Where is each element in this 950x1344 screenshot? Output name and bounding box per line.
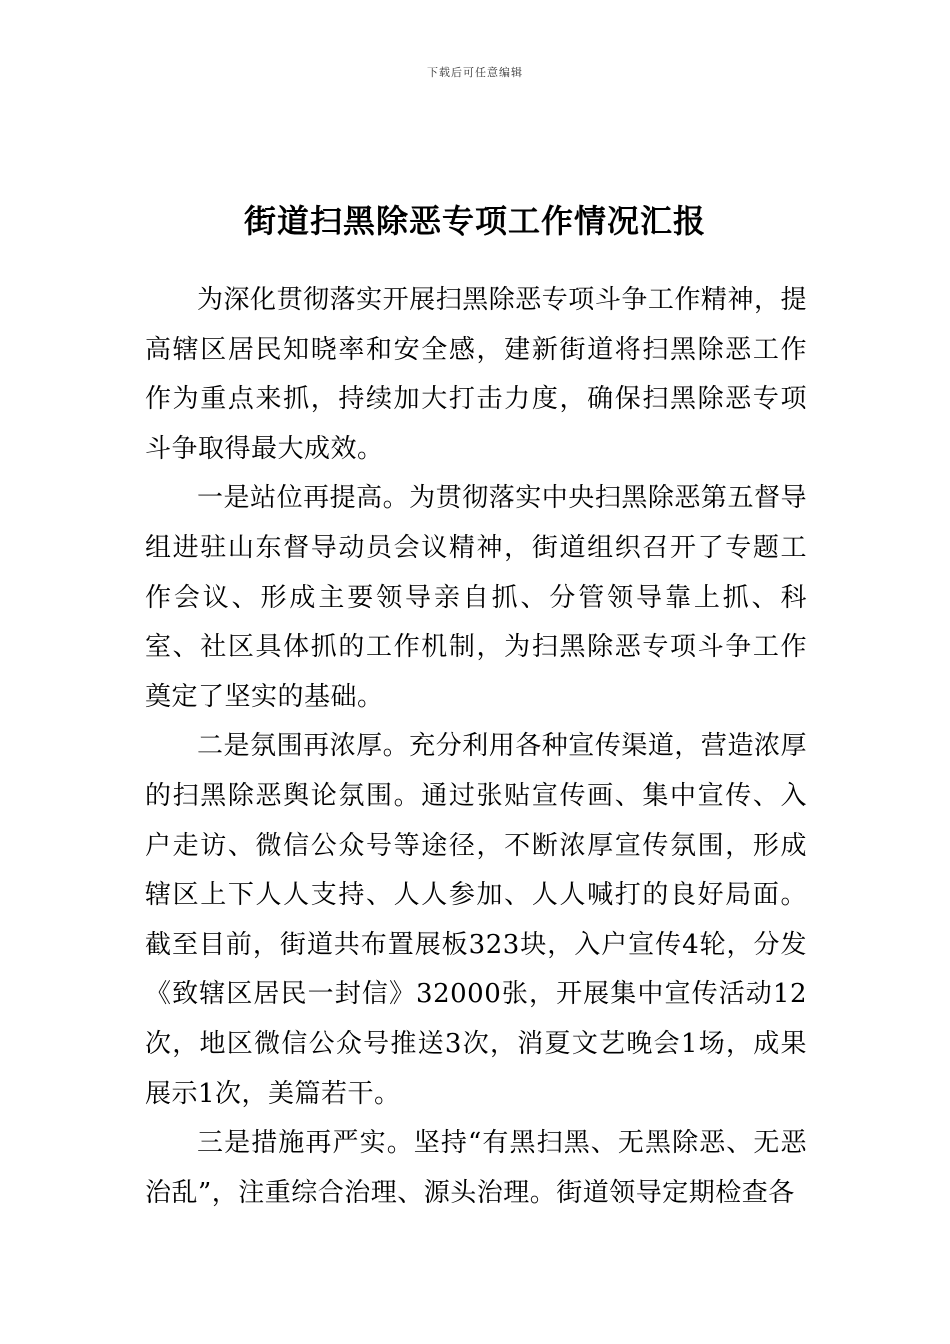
paragraph-stance: 一是站位再提高。为贯彻落实中央扫黑除恶第五督导组进驻山东督导动员会议精神，街道组织召开了专题工作会议、形成主要领导亲自抓、分管领导靠上抓、科室、社区具体抓的工作机制，为扫黑除恶专项斗争工作奠定了坚实的基础。 [145, 483, 807, 712]
document-title: 街道扫黑除恶专项工作情况汇报 [243, 202, 706, 241]
header-note: 下载后可任意编辑 [427, 66, 523, 79]
document-body [145, 276, 807, 1218]
paragraph-measures: 三是措施再严实。坚持“有黑扫黑、无黑除恶、无恶治乱”，注重综合治理、源头治理。街道领导定期检查各 [145, 1128, 807, 1208]
paragraph-atmosphere: 二是氛围再浓厚。充分利用各种宣传渠道，营造浓厚的扫黑除恶舆论氛围。通过张贴宣传画、集中宣传、入户走访、微信公众号等途径，不断浓厚宣传氛围，形成辖区上下人人支持、人人参加、人人喊打的良好局面。截至目前，街道共布置展板323块，入户宣传4轮，分发《致辖区居民一封信》32000张，开展集中宣传活动12次，地区微信公众号推送3次，消夏文艺晚会1场，成果展示1次，美篇若干。 [145, 731, 807, 1109]
paragraph-intro: 为深化贯彻落实开展扫黑除恶专项斗争工作精神，提高辖区居民知晓率和安全感，建新街道将扫黑除恶工作作为重点来抓，持续加大打击力度，确保扫黑除恶专项斗争取得最大成效。 [145, 285, 807, 464]
